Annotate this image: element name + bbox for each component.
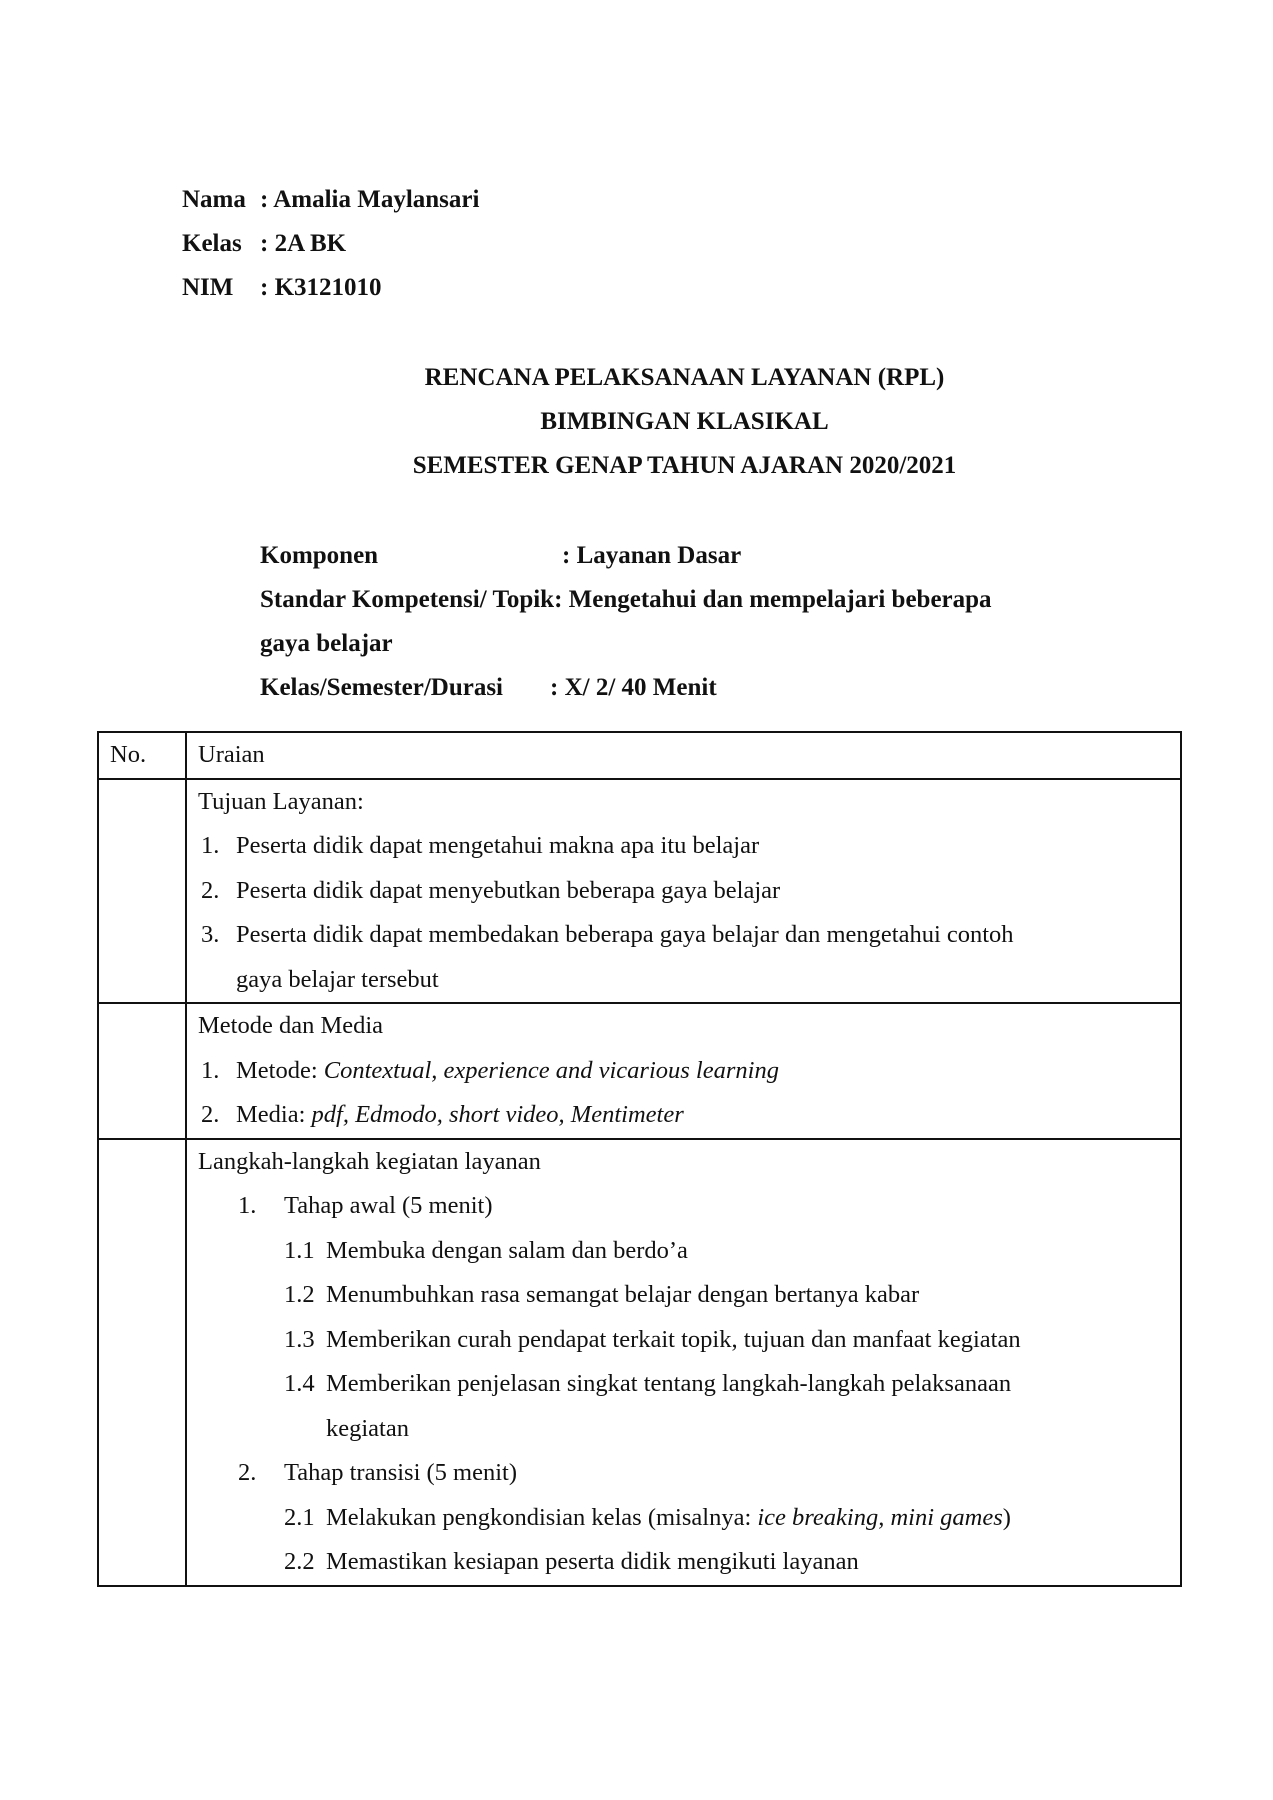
list-item (198, 869, 1180, 914)
nim-value: : K3121010 (260, 274, 382, 301)
info-block (260, 534, 1040, 710)
list-item (198, 824, 1180, 869)
list-text (236, 1093, 684, 1138)
step-number: 1. (238, 1192, 257, 1219)
nama-value: : Amalia Maylansari (260, 186, 480, 213)
metode-list (198, 1049, 1180, 1138)
sub-step (198, 1540, 1180, 1585)
tujuan-heading: Tujuan Layanan: (198, 787, 364, 815)
info-komponen (260, 534, 1040, 578)
sub-step-text: Memastikan kesiapan peserta didik mengikuti layanan (326, 1548, 859, 1575)
step-number: 2. (238, 1459, 257, 1486)
media-value: pdf, Edmodo, short video, Mentimeter (311, 1101, 684, 1128)
standar-label: Standar Kompetensi/ Topik: (260, 586, 563, 613)
sub-step-number: 1.1 (284, 1236, 315, 1264)
list-number: 3. (201, 921, 220, 948)
table-row-tujuan (98, 779, 1181, 1004)
cell-tujuan (186, 779, 1181, 1004)
metode-label: Metode: (236, 1056, 318, 1084)
metode-heading: Metode dan Media (198, 1012, 384, 1039)
kelas-value: : 2A BK (260, 230, 347, 257)
title-line-2: BIMBINGAN KLASIKAL (540, 408, 829, 435)
info-standar (260, 578, 1040, 622)
step-text: Tahap awal (5 menit) (284, 1192, 493, 1219)
identity-nim (182, 266, 479, 310)
sub-step-text-line-1: Memberikan penjelasan singkat tentang langkah-langkah pelaksanaan (326, 1370, 1012, 1397)
info-standar-cont (260, 622, 1040, 666)
table-header-row (98, 732, 1181, 779)
list-item (198, 1093, 1180, 1138)
standar-value-cont: gaya belajar (260, 630, 393, 657)
cell-metode (186, 1003, 1181, 1139)
list-text: Peserta didik dapat mengetahui makna apa itu belajar (236, 832, 760, 859)
sub-step-text: Menumbuhkan rasa semangat belajar dengan bertanya kabar (326, 1281, 920, 1308)
sub-step-text (326, 1496, 1011, 1541)
sub-step-text-line-2: kegiatan (326, 1414, 409, 1442)
cell-no-empty (98, 779, 186, 1004)
header-no: No. (98, 732, 186, 779)
langkah-heading: Langkah-langkah kegiatan layanan (198, 1147, 541, 1175)
identity-block (182, 178, 479, 310)
sub-step-text: Memberikan curah pendapat terkait topik, tujuan dan manfaat kegiatan (326, 1325, 1021, 1353)
list-number: 2. (201, 876, 220, 904)
step-text: Tahap transisi (5 menit) (284, 1459, 518, 1486)
sub-step (198, 1362, 1180, 1451)
list-text-line-1: Peserta didik dapat membedakan beberapa gaya belajar dan mengetahui contoh (236, 921, 1014, 948)
sub-step-number: 1.2 (284, 1281, 315, 1308)
cell-no-empty (98, 1139, 186, 1586)
title-line-1: RENCANA PELAKSANAAN LAYANAN (RPL) (424, 364, 945, 391)
list-number: 2. (201, 1101, 220, 1128)
sub-step-text-main: Melakukan pengkondisian kelas (misalnya: (326, 1503, 752, 1531)
kelas-semester-label: Kelas/Semester/Durasi (260, 674, 504, 701)
sub-step-text: Membuka dengan salam dan berdo’a (326, 1236, 688, 1264)
nim-label: NIM (182, 274, 234, 301)
nama-label: Nama (182, 186, 246, 213)
metode-value: Contextual, experience and vicarious learning (323, 1056, 779, 1084)
list-item (198, 913, 1180, 1002)
sub-step-number: 2.2 (284, 1548, 315, 1575)
sub-step (198, 1229, 1180, 1274)
step-2 (198, 1451, 1180, 1496)
komponen-label: Komponen (260, 542, 379, 569)
sub-step (198, 1496, 1180, 1541)
title-line-3: SEMESTER GENAP TAHUN AJARAN 2020/2021 (412, 452, 957, 479)
cell-langkah (186, 1139, 1181, 1586)
rpl-table (97, 731, 1182, 1587)
list-text (236, 913, 1014, 1002)
kelas-semester-value: : X/ 2/ 40 Menit (550, 674, 717, 701)
document-title (0, 356, 1273, 488)
list-text-line-2: gaya belajar tersebut (236, 965, 439, 993)
sub-step-number: 2.1 (284, 1503, 315, 1531)
komponen-value: : Layanan Dasar (562, 542, 742, 569)
table-row-langkah (98, 1139, 1181, 1586)
sub-step-number: 1.4 (284, 1370, 315, 1397)
step-1 (198, 1184, 1180, 1229)
header-uraian: Uraian (186, 732, 1181, 779)
tujuan-list (198, 824, 1180, 1002)
info-kelas (260, 666, 1040, 710)
list-number: 1. (201, 1056, 220, 1084)
sub-step-text (326, 1362, 1011, 1451)
media-label: Media: (236, 1101, 306, 1128)
sub-step (198, 1273, 1180, 1318)
list-number: 1. (201, 832, 220, 859)
list-text: Peserta didik dapat menyebutkan beberapa gaya belajar (236, 876, 781, 904)
sub-step-text-italic: ice breaking, mini games (757, 1503, 1003, 1531)
sub-step-number: 1.3 (284, 1325, 315, 1353)
identity-nama (182, 178, 479, 222)
sub-step-text-end: ) (1002, 1503, 1011, 1531)
identity-kelas (182, 222, 479, 266)
cell-no-empty (98, 1003, 186, 1139)
standar-value: Mengetahui dan mempelajari beberapa (568, 586, 992, 613)
table-row-metode (98, 1003, 1181, 1139)
list-item (198, 1049, 1180, 1094)
sub-step (198, 1318, 1180, 1363)
kelas-label: Kelas (182, 230, 242, 257)
list-text (236, 1049, 779, 1094)
